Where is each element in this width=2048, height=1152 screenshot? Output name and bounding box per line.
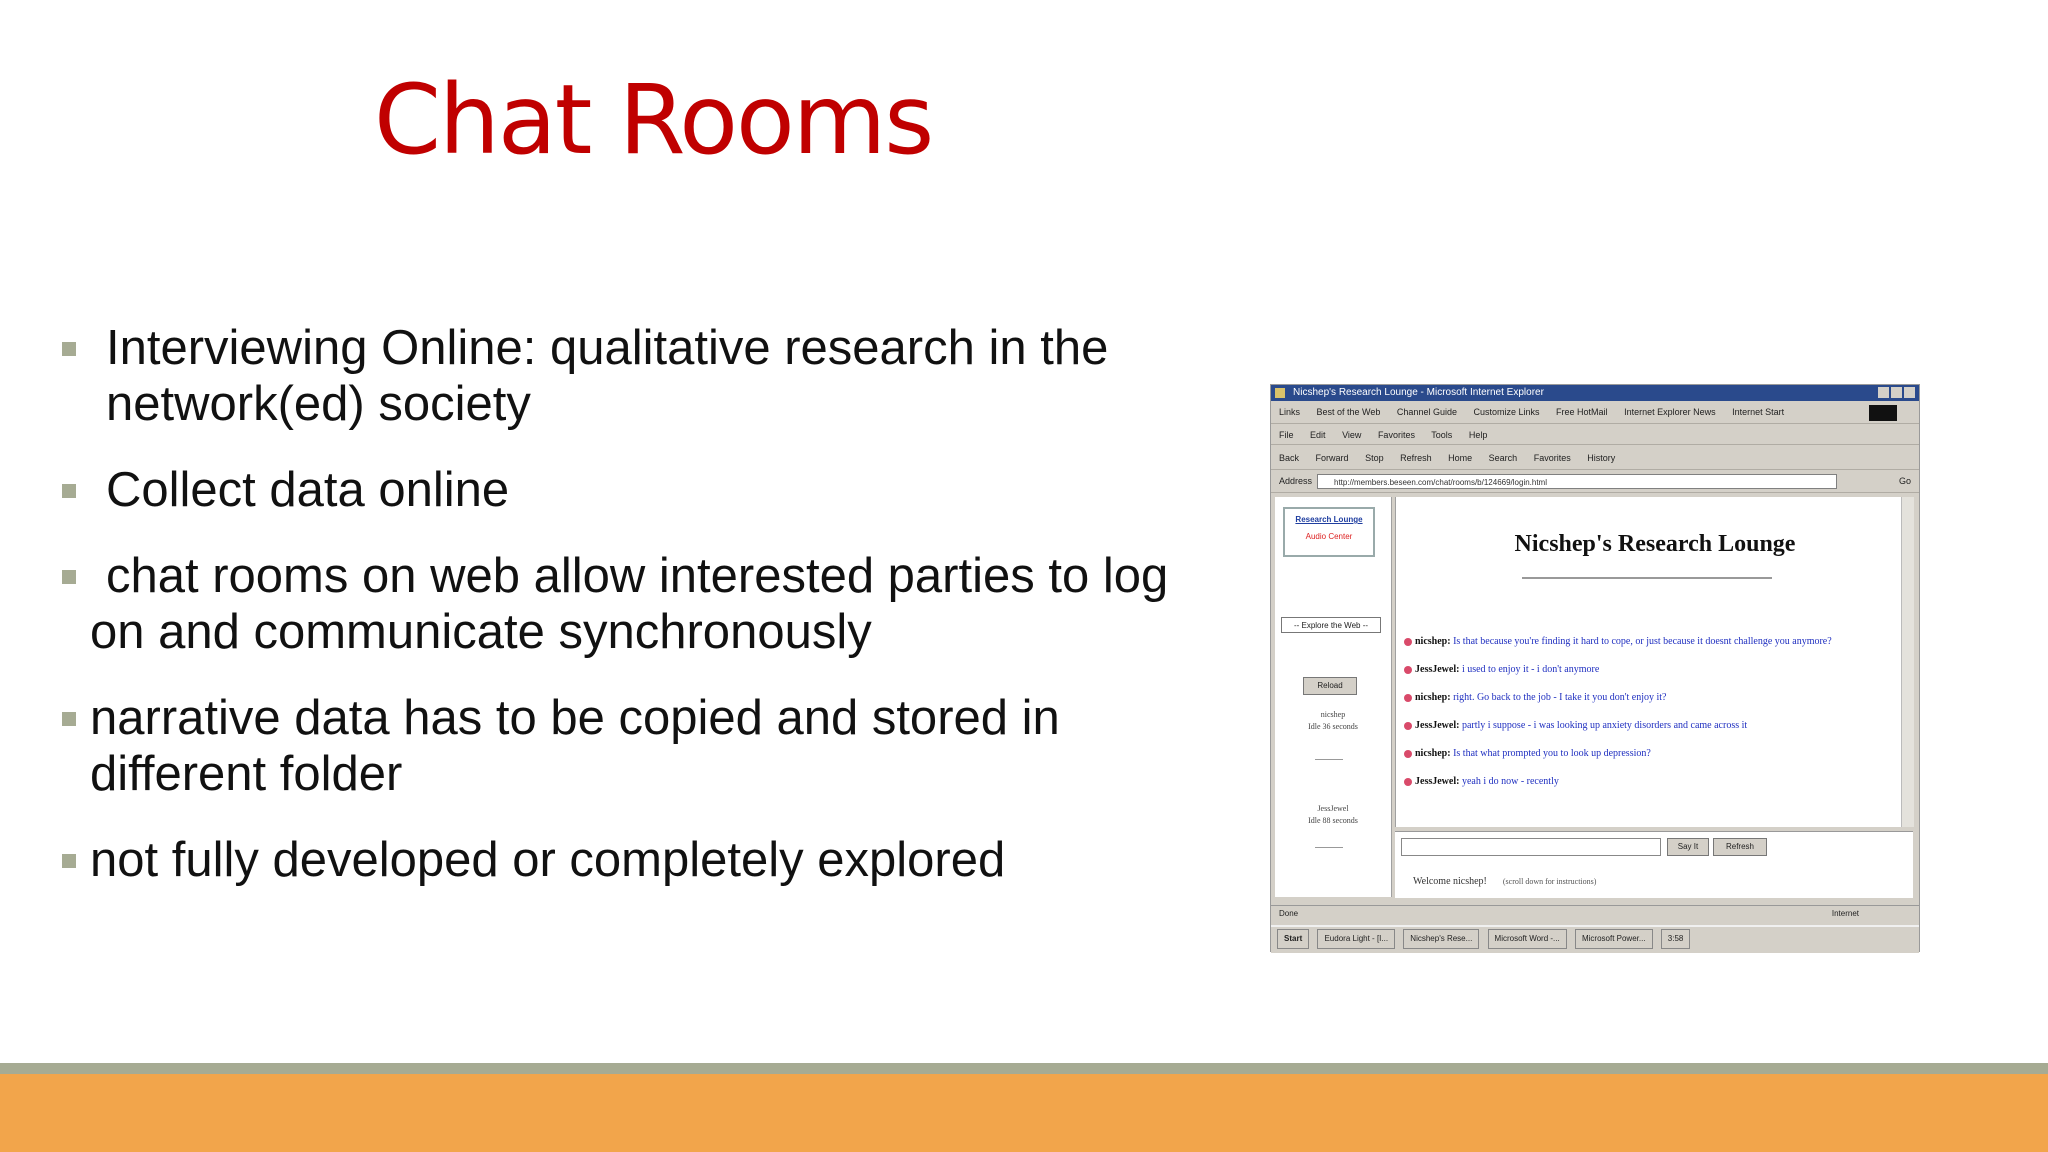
ie-icon [1275,388,1285,398]
chat-message: JessJewel: partly i suppose - i was looking up anxiety disorders and came across it [1404,719,1894,733]
chat-input [1401,838,1661,856]
close-icon [1904,387,1915,398]
footer-accent-line [0,1063,2048,1074]
address-bar: Address http://members.beseen.com/chat/rooms/b/124669/login.html Go [1271,471,1919,493]
chat-message: nicshep: right. Go back to the job - I take it you don't enjoy it? [1404,691,1894,705]
welcome-text: Welcome nicshep! (scroll down for instructions) [1413,876,1597,887]
chat-log [1404,635,1894,803]
chat-message: nicshep: Is that what prompted you to look up depression? [1404,747,1894,761]
go-button: Go [1898,476,1911,486]
chat-main-panel [1395,497,1914,827]
refresh-button: Refresh [1713,838,1767,856]
chat-message: JessJewel: i used to enjoy it - i don't anymore [1404,663,1894,677]
bullet-marker [62,854,76,868]
bullet-icon [1404,694,1412,702]
taskbar: Start Eudora Light - [I... Nicshep's Rese... Microsoft Word -... Microsoft Power... 3:58 [1271,925,1919,953]
list-item: narrative data has to be copied and stored in different folder [62,690,1212,802]
clock: 3:58 [1661,929,1691,949]
footer-band [0,1074,2048,1152]
slide-title: Chat Rooms [374,64,933,176]
user-entry: nicshep Idle 36 seconds [1308,710,1358,731]
scrollbar [1901,497,1914,827]
list-item: chat rooms on web allow interested parties to log on and communicate synchronously [62,548,1212,660]
bullet-icon [1404,778,1412,786]
chat-message: nicshep: Is that because you're finding it hard to cope, or just because it doesnt challenge you anymore? [1404,635,1894,649]
list-item: Interviewing Online: qualitative research in the network(ed) society [62,320,1212,432]
status-bar: Done Internet [1271,905,1919,921]
chat-sidebar [1275,497,1392,897]
window-controls [1878,387,1915,398]
bullet-icon [1404,750,1412,758]
browser-title-bar: Nicshep's Research Lounge - Microsoft Internet Explorer [1271,385,1919,401]
divider [1315,759,1343,760]
bullet-icon [1404,638,1412,646]
user-entry: JessJewel Idle 88 seconds [1308,804,1358,825]
windows-logo-icon [1869,405,1897,421]
links-bar: Links Best of the Web Channel Guide Customize Links Free HotMail Internet Explorer News Internet Start [1271,402,1919,424]
bullet-marker [62,570,76,584]
bullet-icon [1404,722,1412,730]
divider [1315,847,1343,848]
chat-room-screenshot [1270,384,1920,952]
bullet-marker [62,484,76,498]
list-item: not fully developed or completely explored [62,832,1212,888]
bullet-marker [62,712,76,726]
say-it-button: Say It [1667,838,1709,856]
browser-toolbar: Back Forward Stop Refresh Home Search Favorites History [1271,446,1919,470]
start-button: Start [1277,929,1309,949]
lounge-title: Nicshep's Research Lounge [1514,531,1796,557]
bullet-icon [1404,666,1412,674]
maximize-icon [1891,387,1902,398]
menu-bar: File Edit View Favorites Tools Help [1271,425,1919,445]
minimize-icon [1878,387,1889,398]
bullet-list [62,320,1212,918]
explore-select: -- Explore the Web -- [1281,617,1381,633]
chat-input-area [1395,831,1913,898]
address-field: http://members.beseen.com/chat/rooms/b/124669/login.html [1317,474,1837,489]
bullet-marker [62,342,76,356]
list-item: Collect data online [62,462,1212,518]
divider [1522,577,1772,579]
reload-button: Reload [1303,677,1357,695]
chat-message: JessJewel: yeah i do now - recently [1404,775,1894,789]
ad-box: Research Lounge Audio Center [1283,507,1375,557]
